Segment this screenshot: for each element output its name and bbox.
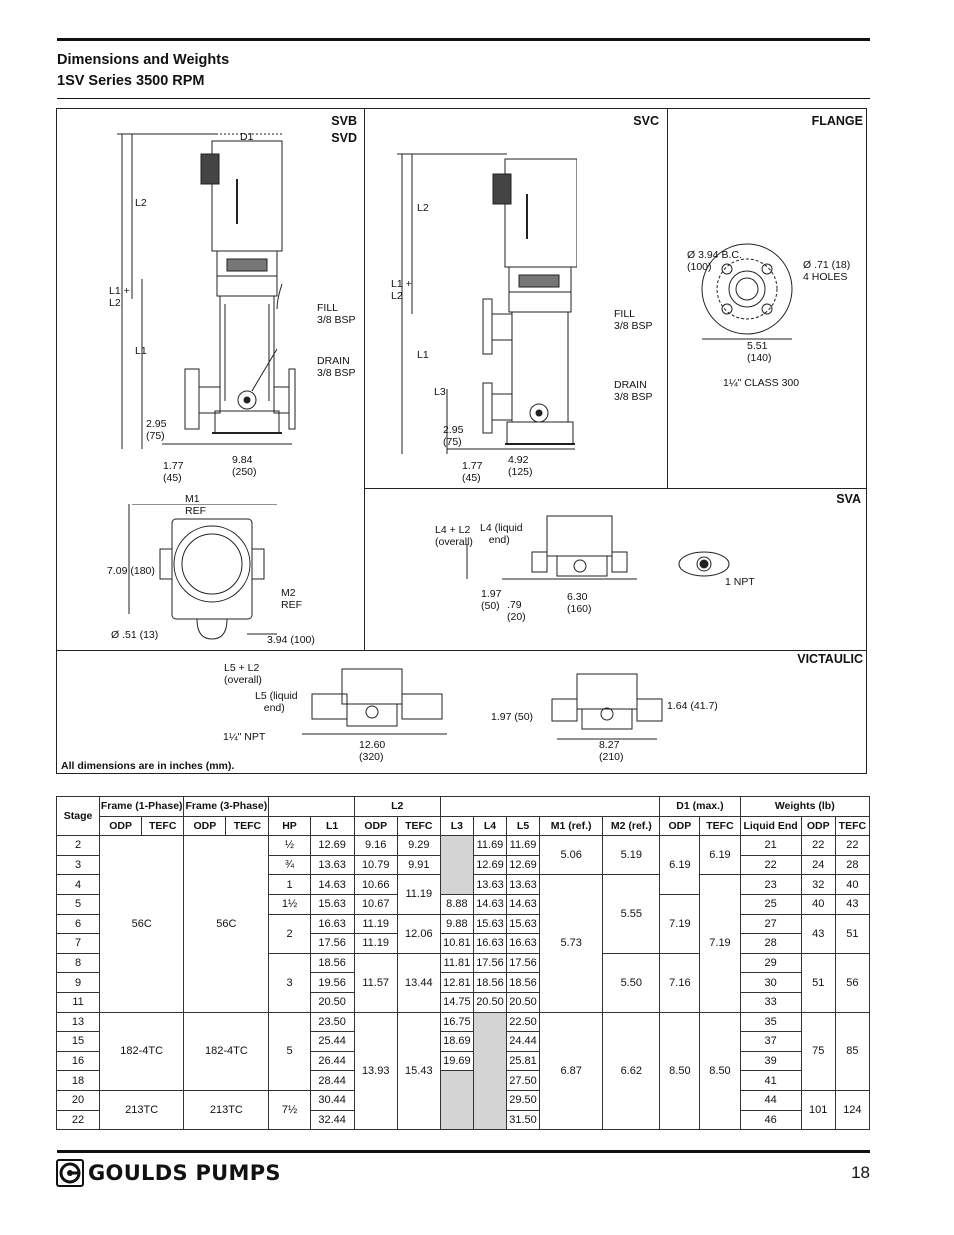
cell: 75 — [801, 1012, 835, 1090]
cell: 15 — [57, 1032, 100, 1052]
cell: 20.50 — [473, 992, 506, 1012]
label-7-09: 7.09 (180) — [107, 565, 155, 577]
cell: 16.63 — [507, 934, 540, 954]
table-row — [57, 1012, 870, 1032]
header-m1: M1 (ref.) — [540, 816, 603, 836]
cell: 29 — [740, 953, 801, 973]
cell-empty — [440, 1071, 473, 1130]
label-8-27: 8.27 (210) — [599, 739, 624, 763]
cell: 51 — [835, 914, 869, 953]
svb-pump-drawing — [117, 129, 297, 469]
label-1-77: 1.77 (45) — [462, 460, 483, 484]
cell: 10.67 — [354, 894, 397, 914]
cell: 22.50 — [507, 1012, 540, 1032]
label-4-92: 4.92 (125) — [508, 454, 533, 478]
cell: 5.50 — [603, 953, 660, 1012]
label-1-npt: 1 NPT — [725, 576, 755, 588]
cell: 11.19 — [354, 914, 397, 934]
cell: 11.57 — [354, 953, 397, 1012]
cell: 11.69 — [473, 836, 506, 856]
top-rule — [57, 38, 870, 41]
header-frame-3-phase: Frame (3-Phase) — [184, 797, 269, 817]
cell: 182-4TC — [100, 1012, 184, 1090]
cell: 6.87 — [540, 1012, 603, 1130]
footer-rule — [57, 1150, 870, 1153]
cell: 182-4TC — [184, 1012, 269, 1090]
divider — [57, 650, 867, 651]
cell: 9.91 — [397, 855, 440, 875]
cell: 28 — [835, 855, 869, 875]
section-label-svb: SVB SVD — [331, 114, 357, 145]
dimensions-table — [56, 796, 870, 1130]
cell: 15.63 — [507, 914, 540, 934]
cell: 13.63 — [310, 855, 354, 875]
label-1-64: 1.64 (41.7) — [667, 700, 718, 712]
label-1-97: 1.97 (50) — [481, 588, 502, 612]
cell: 17.56 — [473, 953, 506, 973]
cell: 17.56 — [310, 934, 354, 954]
cell: 16 — [57, 1051, 100, 1071]
header-stage: Stage — [57, 797, 100, 836]
header-blank — [269, 797, 354, 817]
label-3-94: 3.94 (100) — [267, 634, 315, 646]
cell: 8 — [57, 953, 100, 973]
header-l2: L2 — [354, 797, 440, 817]
cell: 37 — [740, 1032, 801, 1052]
label-d1: D1 — [240, 131, 254, 143]
cell: 32.44 — [310, 1110, 354, 1130]
cell: 24.44 — [507, 1032, 540, 1052]
cell: 12.69 — [310, 836, 354, 856]
cell: 18.56 — [310, 953, 354, 973]
label-drain: DRAIN 3/8 BSP — [614, 379, 653, 403]
cell: 5.19 — [603, 836, 660, 875]
cell: 8.88 — [440, 894, 473, 914]
label-l1: L1 — [135, 345, 147, 357]
section-label-svc: SVC — [633, 114, 659, 128]
label-0-79: .79 (20) — [507, 599, 526, 623]
section-label-sva: SVA — [836, 492, 861, 506]
header-l5: L5 — [507, 816, 540, 836]
cell: 85 — [835, 1012, 869, 1090]
cell: 41 — [740, 1071, 801, 1091]
label-bolt-circle: Ø 3.94 B.C. (100) — [687, 249, 742, 273]
cell: 25.44 — [310, 1032, 354, 1052]
header-odp: ODP — [354, 816, 397, 836]
header-m2: M2 (ref.) — [603, 816, 660, 836]
cell: 5 — [269, 1012, 310, 1090]
cell-empty — [473, 1012, 506, 1130]
divider — [667, 109, 668, 488]
cell: 12.69 — [507, 855, 540, 875]
cell: 9.29 — [397, 836, 440, 856]
cell: 9.16 — [354, 836, 397, 856]
cell: 3 — [57, 855, 100, 875]
cell: 13.63 — [507, 875, 540, 895]
label-npt-1-25: 1¼" NPT — [223, 731, 266, 743]
cell: 7 — [57, 934, 100, 954]
cell: 5.55 — [603, 875, 660, 953]
header-tefc: TEFC — [700, 816, 740, 836]
title-line-2: 1SV Series 3500 RPM — [57, 73, 205, 89]
cell: 40 — [801, 894, 835, 914]
cell: 6.19 — [660, 836, 700, 895]
cell: 43 — [801, 914, 835, 953]
header-odp: ODP — [184, 816, 226, 836]
cell: 1 — [269, 875, 310, 895]
cell: 15.63 — [473, 914, 506, 934]
cell: 2 — [269, 914, 310, 953]
label-l5-liquid: L5 (liquid end) — [255, 690, 298, 714]
cell: 19.69 — [440, 1051, 473, 1071]
label-l1-l2: L1 + L2 — [109, 285, 130, 309]
cell: 46 — [740, 1110, 801, 1130]
cell: 11.69 — [507, 836, 540, 856]
cell: 22 — [835, 836, 869, 856]
cell: 25.81 — [507, 1051, 540, 1071]
cell: 20 — [57, 1090, 100, 1110]
header-liquid-end: Liquid End — [740, 816, 801, 836]
cell: 18.69 — [440, 1032, 473, 1052]
cell: 23 — [740, 875, 801, 895]
cell: 18.56 — [507, 973, 540, 993]
label-l1: L1 — [417, 349, 429, 361]
dimensions-note: All dimensions are in inches (mm). — [61, 760, 235, 772]
header-odp: ODP — [660, 816, 700, 836]
cell: 20.50 — [310, 992, 354, 1012]
cell: 13.44 — [397, 953, 440, 1012]
cell: 21 — [740, 836, 801, 856]
label-1-97-50: 1.97 (50) — [491, 711, 534, 723]
header-tefc: TEFC — [226, 816, 269, 836]
section-label-victaulic: VICTAULIC — [797, 652, 863, 666]
sva-drawing — [462, 504, 862, 589]
cell: 16.63 — [473, 934, 506, 954]
cell: 27.50 — [507, 1071, 540, 1091]
header-odp: ODP — [100, 816, 142, 836]
cell: 44 — [740, 1090, 801, 1110]
header-blank — [440, 797, 660, 817]
cell: 13.63 — [473, 875, 506, 895]
header-tefc: TEFC — [397, 816, 440, 836]
cell: 15.63 — [310, 894, 354, 914]
cell: 124 — [835, 1090, 869, 1129]
brand-name: GOULDS PUMPS — [88, 1161, 281, 1185]
cell: 15.43 — [397, 1012, 440, 1130]
label-l5-l2: L5 + L2 (overall) — [224, 662, 262, 686]
cell: 7.19 — [660, 894, 700, 953]
cell: 10.81 — [440, 934, 473, 954]
cell: 27 — [740, 914, 801, 934]
cell: 18.56 — [473, 973, 506, 993]
cell: 11.81 — [440, 953, 473, 973]
cell: 11 — [57, 992, 100, 1012]
cell: 56C — [184, 836, 269, 1012]
cell: 20.50 — [507, 992, 540, 1012]
cell: 33 — [740, 992, 801, 1012]
label-l4-l2: L4 + L2 (overall) — [435, 524, 473, 548]
cell: 14.63 — [473, 894, 506, 914]
divider — [364, 109, 365, 650]
label-12-60: 12.60 (320) — [359, 739, 386, 763]
cell: 18 — [57, 1071, 100, 1091]
header-tefc: TEFC — [142, 816, 184, 836]
cell: 22 — [57, 1110, 100, 1130]
cell: 16.63 — [310, 914, 354, 934]
cell: 12.06 — [397, 914, 440, 953]
label-fill: FILL 3/8 BSP — [317, 302, 356, 326]
header-odp: ODP — [801, 816, 835, 836]
header-tefc: TEFC — [835, 816, 869, 836]
cell: 14.63 — [310, 875, 354, 895]
title-line-1: Dimensions and Weights — [57, 52, 230, 68]
cell: 13.93 — [354, 1012, 397, 1130]
label-holes: Ø .71 (18) 4 HOLES — [803, 259, 851, 283]
cell: 19.56 — [310, 973, 354, 993]
cell: 7.16 — [660, 953, 700, 1012]
cell: 39 — [740, 1051, 801, 1071]
divider — [364, 488, 867, 489]
header-l3: L3 — [440, 816, 473, 836]
cell: 13 — [57, 1012, 100, 1032]
cell: 1½ — [269, 894, 310, 914]
header-d1: D1 (max.) — [660, 797, 740, 817]
goulds-pumps-logo — [56, 1158, 281, 1188]
label-fill: FILL 3/8 BSP — [614, 308, 653, 332]
cell: ¾ — [269, 855, 310, 875]
cell: 26.44 — [310, 1051, 354, 1071]
cell: ½ — [269, 836, 310, 856]
victaulic-drawing — [287, 664, 687, 754]
cell: 32 — [801, 875, 835, 895]
cell: 6.19 — [700, 836, 740, 875]
cell: 213TC — [184, 1090, 269, 1129]
cell: 40 — [835, 875, 869, 895]
header-l1: L1 — [310, 816, 354, 836]
cell-empty — [440, 836, 473, 895]
label-m1: M1 REF — [185, 493, 206, 517]
cell: 5 — [57, 894, 100, 914]
cell: 10.66 — [354, 875, 397, 895]
cell: 213TC — [100, 1090, 184, 1129]
label-6-30: 6.30 (160) — [567, 591, 592, 615]
label-2-95: 2.95 (75) — [443, 424, 464, 448]
label-l2: L2 — [417, 202, 429, 214]
cell: 51 — [801, 953, 835, 1012]
svc-pump-drawing — [397, 149, 577, 469]
cell: 17.56 — [507, 953, 540, 973]
cell: 4 — [57, 875, 100, 895]
cell: 9.88 — [440, 914, 473, 934]
page-number: 18 — [851, 1163, 870, 1182]
cell: 14.63 — [507, 894, 540, 914]
cell: 11.19 — [354, 934, 397, 954]
cell: 22 — [801, 836, 835, 856]
cell: 8.50 — [700, 1012, 740, 1130]
label-l2: L2 — [135, 197, 147, 209]
cell: 11.19 — [397, 875, 440, 914]
header-l4: L4 — [473, 816, 506, 836]
cell: 10.79 — [354, 855, 397, 875]
cell: 7.19 — [700, 875, 740, 1012]
cell: 7½ — [269, 1090, 310, 1129]
cell: 12.69 — [473, 855, 506, 875]
cell: 25 — [740, 894, 801, 914]
goulds-logo-icon — [56, 1159, 84, 1187]
cell: 5.73 — [540, 875, 603, 1012]
cell: 101 — [801, 1090, 835, 1129]
cell: 35 — [740, 1012, 801, 1032]
cell: 28.44 — [310, 1071, 354, 1091]
cell: 22 — [740, 855, 801, 875]
header-weights: Weights (lb) — [740, 797, 869, 817]
label-l3: L3 — [434, 386, 446, 398]
cell: 30.44 — [310, 1090, 354, 1110]
cell: 29.50 — [507, 1090, 540, 1110]
cell: 8.50 — [660, 1012, 700, 1130]
cell: 5.06 — [540, 836, 603, 875]
header-hp: HP — [269, 816, 310, 836]
label-class-300: 1¼" CLASS 300 — [723, 377, 800, 389]
cell: 6.62 — [603, 1012, 660, 1130]
cell: 14.75 — [440, 992, 473, 1012]
cell: 28 — [740, 934, 801, 954]
cell: 23.50 — [310, 1012, 354, 1032]
label-m2: M2 REF — [281, 587, 302, 611]
cell: 56C — [100, 836, 184, 1012]
cell: 24 — [801, 855, 835, 875]
label-5-51: 5.51 (140) — [747, 340, 772, 364]
cell: 31.50 — [507, 1110, 540, 1130]
cell: 12.81 — [440, 973, 473, 993]
table-row — [57, 836, 870, 856]
cell: 9 — [57, 973, 100, 993]
cell: 43 — [835, 894, 869, 914]
label-drain: DRAIN 3/8 BSP — [317, 355, 356, 379]
label-1-77: 1.77 (45) — [163, 460, 184, 484]
label-l4-liquid: L4 (liquid end) — [480, 522, 523, 546]
cell: 2 — [57, 836, 100, 856]
cell: 6 — [57, 914, 100, 934]
cell: 3 — [269, 953, 310, 1012]
cell: 16.75 — [440, 1012, 473, 1032]
label-2-95: 2.95 (75) — [146, 418, 167, 442]
title-rule — [57, 98, 870, 99]
header-frame-1-phase: Frame (1-Phase) — [100, 797, 184, 817]
page-title — [57, 50, 229, 92]
label-9-84: 9.84 (250) — [232, 454, 257, 478]
cell: 56 — [835, 953, 869, 1012]
dimension-drawings — [56, 108, 867, 774]
label-0-51: Ø .51 (13) — [111, 629, 159, 641]
section-label-flange: FLANGE — [811, 114, 863, 128]
label-l1-l2: L1 + L2 — [391, 278, 412, 302]
cell: 30 — [740, 973, 801, 993]
